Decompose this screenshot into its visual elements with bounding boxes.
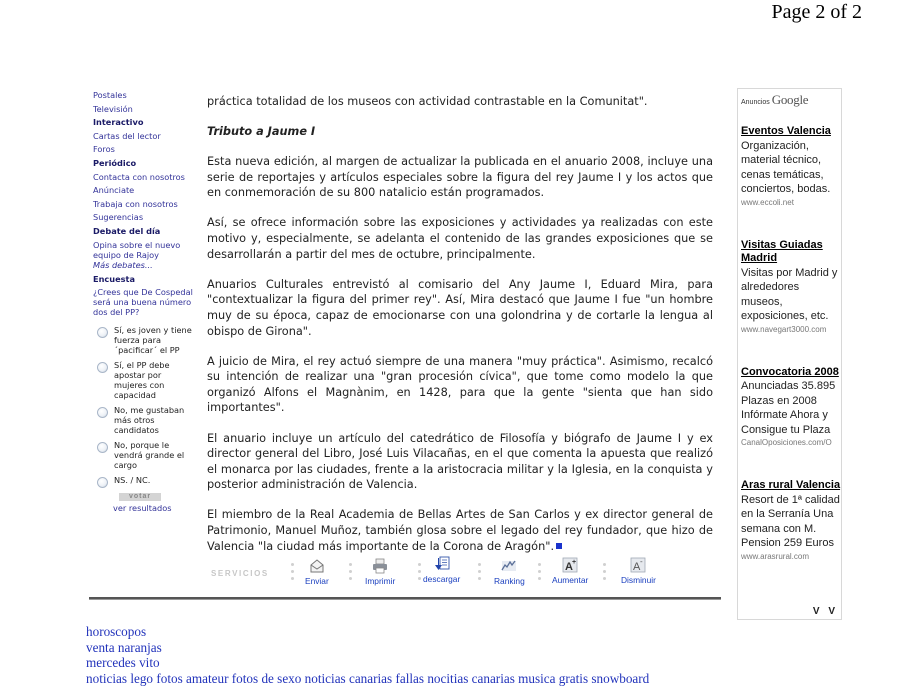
article-body — [207, 94, 713, 569]
separator-dots — [603, 563, 606, 583]
separator-dots — [418, 563, 421, 583]
footer-inline-links — [86, 671, 649, 687]
send-button[interactable] — [305, 558, 329, 586]
footer-link[interactable]: nocitias canarias — [427, 670, 515, 686]
google-ads-panel — [737, 88, 842, 620]
page-number-label: Page 2 of 2 — [771, 1, 862, 23]
ad-title-link[interactable]: Eventos Valencia — [741, 125, 831, 137]
ad-url[interactable]: www.eccoli.net — [741, 197, 794, 207]
radio-button[interactable] — [97, 362, 108, 373]
print-label: Imprimir — [365, 576, 396, 586]
services-label: SERVICIOS — [211, 569, 269, 578]
send-label: Enviar — [305, 576, 329, 586]
view-results-link[interactable]: ver resultados — [113, 503, 172, 514]
radio-button[interactable] — [97, 477, 108, 488]
ad-url[interactable]: www.navegart3000.com — [741, 324, 827, 334]
article-paragraph: El anuario incluye un artículo del catedrático de Filosofía y biógrafo de Jaume I y ex director general del Libro, José Luis Vilacañas, en el que comenta la apuesta que realizó el monarca por las ciudades, frente a la aristocracia militar y la Iglesia, en la conquista y posterior administración de Valencia. — [207, 431, 713, 492]
poll-options — [93, 325, 193, 488]
poll-option-label: Sí, el PP debe apostar por mujeres con capacidad — [114, 360, 170, 401]
sidebar-link-television[interactable]: Televisión — [93, 103, 133, 114]
ad-url[interactable]: www.arasrural.com — [741, 551, 810, 561]
sidebar-link-cartas[interactable]: Cartas del lector — [93, 130, 161, 141]
footer-link[interactable]: fotos amateur — [156, 670, 229, 686]
radio-button[interactable] — [97, 407, 108, 418]
footer-links — [86, 624, 649, 686]
article-lead-end: práctica totalidad de los museos con actividad contrastable en la Comunitat". — [207, 95, 648, 108]
sidebar-link-foros[interactable]: Foros — [93, 144, 115, 155]
poll-option[interactable] — [97, 325, 193, 355]
end-of-article-icon — [556, 543, 562, 549]
sidebar-heading-interactivo: Interactivo — [93, 117, 144, 128]
sidebar-link-trabaja[interactable]: Trabaja con nosotros — [93, 198, 178, 209]
svg-text:A: A — [565, 561, 574, 573]
radio-button[interactable] — [97, 442, 108, 453]
sidebar-link-contacta[interactable]: Contacta con nosotros — [93, 171, 185, 182]
poll-heading: Encuesta — [93, 273, 135, 284]
ad-title-link[interactable]: Visitas Guiadas Madrid — [741, 238, 823, 264]
ads-navigation-arrows[interactable]: V V — [812, 606, 838, 617]
services-toolbar — [211, 556, 681, 592]
poll-option-label: NS. / NC. — [114, 475, 151, 486]
sidebar-heading-debate: Debate del día — [93, 225, 161, 236]
horizontal-divider — [89, 597, 721, 600]
footer-link[interactable]: venta naranjas — [86, 639, 162, 655]
poll-option[interactable] — [97, 440, 193, 470]
download-icon — [434, 556, 450, 572]
debate-link[interactable]: Opina sobre el nuevo equipo de Rajoy — [93, 239, 181, 260]
ads-header — [741, 92, 841, 108]
vote-button[interactable]: votar — [119, 493, 161, 501]
poll-question: ¿Crees que De Cospedal será una buena número dos del PP? — [93, 287, 193, 318]
download-button[interactable] — [423, 556, 460, 584]
ads-header-prefix: Anuncios — [741, 99, 770, 106]
poll-option-label: No, me gustaban más otros candidatos — [114, 405, 185, 436]
printer-icon — [372, 558, 388, 574]
increase-font-label: Aumentar — [552, 575, 589, 585]
ad-url[interactable]: CanalOposiciones.com/O — [741, 438, 832, 447]
footer-link[interactable]: fotos de sexo — [231, 670, 302, 686]
decrease-font-button[interactable] — [621, 557, 656, 585]
article-last-paragraph — [207, 507, 713, 554]
article-paragraph: A juicio de Mira, el rey actuó siempre de una manera "muy práctica". Asimismo, recalcó su intención de realizar una "gran procesión cívica", que tome como modelo la que organizó Alfons el Magnànim, en 1428, para que la gente "sienta que han sido importantes". — [207, 354, 713, 415]
separator-dots — [349, 563, 352, 583]
more-debates-link[interactable]: Más debates... — [93, 259, 153, 270]
increase-font-button[interactable] — [552, 557, 588, 585]
svg-text:A: A — [633, 561, 641, 573]
footer-link[interactable]: horoscopos — [86, 624, 147, 639]
font-increase-icon — [562, 557, 578, 573]
radio-button[interactable] — [97, 327, 108, 338]
left-sidebar — [93, 90, 193, 513]
separator-dots — [291, 563, 294, 583]
footer-link[interactable]: fallas — [395, 670, 425, 686]
ranking-button[interactable] — [494, 558, 525, 586]
poll-option-label: Sí, es joven y tiene fuerza para ´pacificar´ el PP — [114, 325, 192, 356]
sidebar-link-anunciate[interactable]: Anúnciate — [93, 185, 135, 196]
ad-item — [741, 239, 841, 335]
sidebar-link-sugerencias[interactable]: Sugerencias — [93, 212, 144, 223]
article-paragraph: Esta nueva edición, al margen de actualizar la publicada en el anuario 2008, incluye una serie de reportajes y artículos especiales sobre la figura del rey Jaume I y los actos que en conmemoración de su 800 natalicio están programados. — [207, 155, 713, 200]
ranking-chart-icon — [501, 558, 517, 574]
ad-body: Resort de 1ª calidad en la Serranía Una semana con M. Pension 259 Euros — [741, 493, 840, 549]
ad-title-link[interactable]: Aras rural Valencia — [741, 479, 841, 491]
poll-option[interactable] — [97, 405, 193, 435]
google-logo: Google — [771, 92, 809, 107]
svg-text:-: - — [640, 557, 644, 566]
ad-body: Visitas por Madrid y alrededores museos, exposiciones, etc. — [741, 266, 838, 322]
ad-title-link[interactable]: Convocatoria 2008 — [741, 365, 839, 378]
poll-option-label: No, porque le vendrá grande el cargo — [114, 440, 185, 471]
poll-option[interactable] — [97, 360, 193, 400]
ad-body: Organización, material técnico, cenas temáticas, conciertos, bodas. — [741, 139, 831, 195]
envelope-icon — [309, 558, 325, 574]
separator-dots — [538, 563, 541, 583]
font-decrease-icon — [630, 557, 646, 573]
debate-block — [93, 240, 193, 270]
poll-option[interactable] — [97, 475, 193, 488]
footer-link[interactable]: snowboard — [591, 670, 650, 686]
separator-dots — [478, 563, 481, 583]
article-subheading: Tributo a Jaume I — [207, 125, 316, 139]
ad-item — [741, 366, 841, 449]
ad-item — [741, 479, 841, 562]
ad-item — [741, 125, 841, 208]
print-button[interactable] — [365, 558, 395, 586]
footer-link[interactable]: noticias canarias — [304, 670, 393, 686]
footer-link[interactable]: mercedes vito — [86, 655, 160, 671]
sidebar-heading-periodico: Periódico — [93, 157, 137, 168]
download-label: descargar — [423, 574, 461, 584]
article-paragraph-text: El miembro de la Real Academia de Bellas Artes de San Carlos y ex director general de Patrimonio, Manuel Muñoz, también glosa sobre el legado del rey fundador, que hizo de Valencia "la ciudad más importante de la Corona de Aragón". — [207, 508, 713, 553]
footer-link[interactable]: musica gratis — [518, 670, 589, 686]
article-paragraph: Así, se ofrece información sobre las exposiciones y actividades ya realizadas con este motivo y, especialmente, se adelanta el contenido de las grandes exposiciones que se desarrollarán a partir del mes de octubre, principalmente. — [207, 216, 713, 261]
decrease-font-label: Disminuir — [621, 575, 656, 585]
footer-link[interactable]: noticias lego — [86, 670, 154, 686]
sidebar-link-postales[interactable]: Postales — [93, 90, 127, 100]
ad-body: Anunciadas 35.895 Plazas en 2008 Infórmate Ahora y Consigue tu Plaza — [741, 380, 836, 436]
ranking-label: Ranking — [494, 576, 525, 586]
article-paragraph: Anuarios Culturales entrevistó al comisario del Any Jaume I, Eduard Mira, para "contextualizar la figura del primer rey". Así, Mira destacó que Jaume I fue "un hombre muy de su época, capaz de emocionarse con una golondrina y de cortarle la lengua al obispo de Girona". — [207, 277, 713, 338]
svg-text:+: + — [572, 559, 577, 566]
